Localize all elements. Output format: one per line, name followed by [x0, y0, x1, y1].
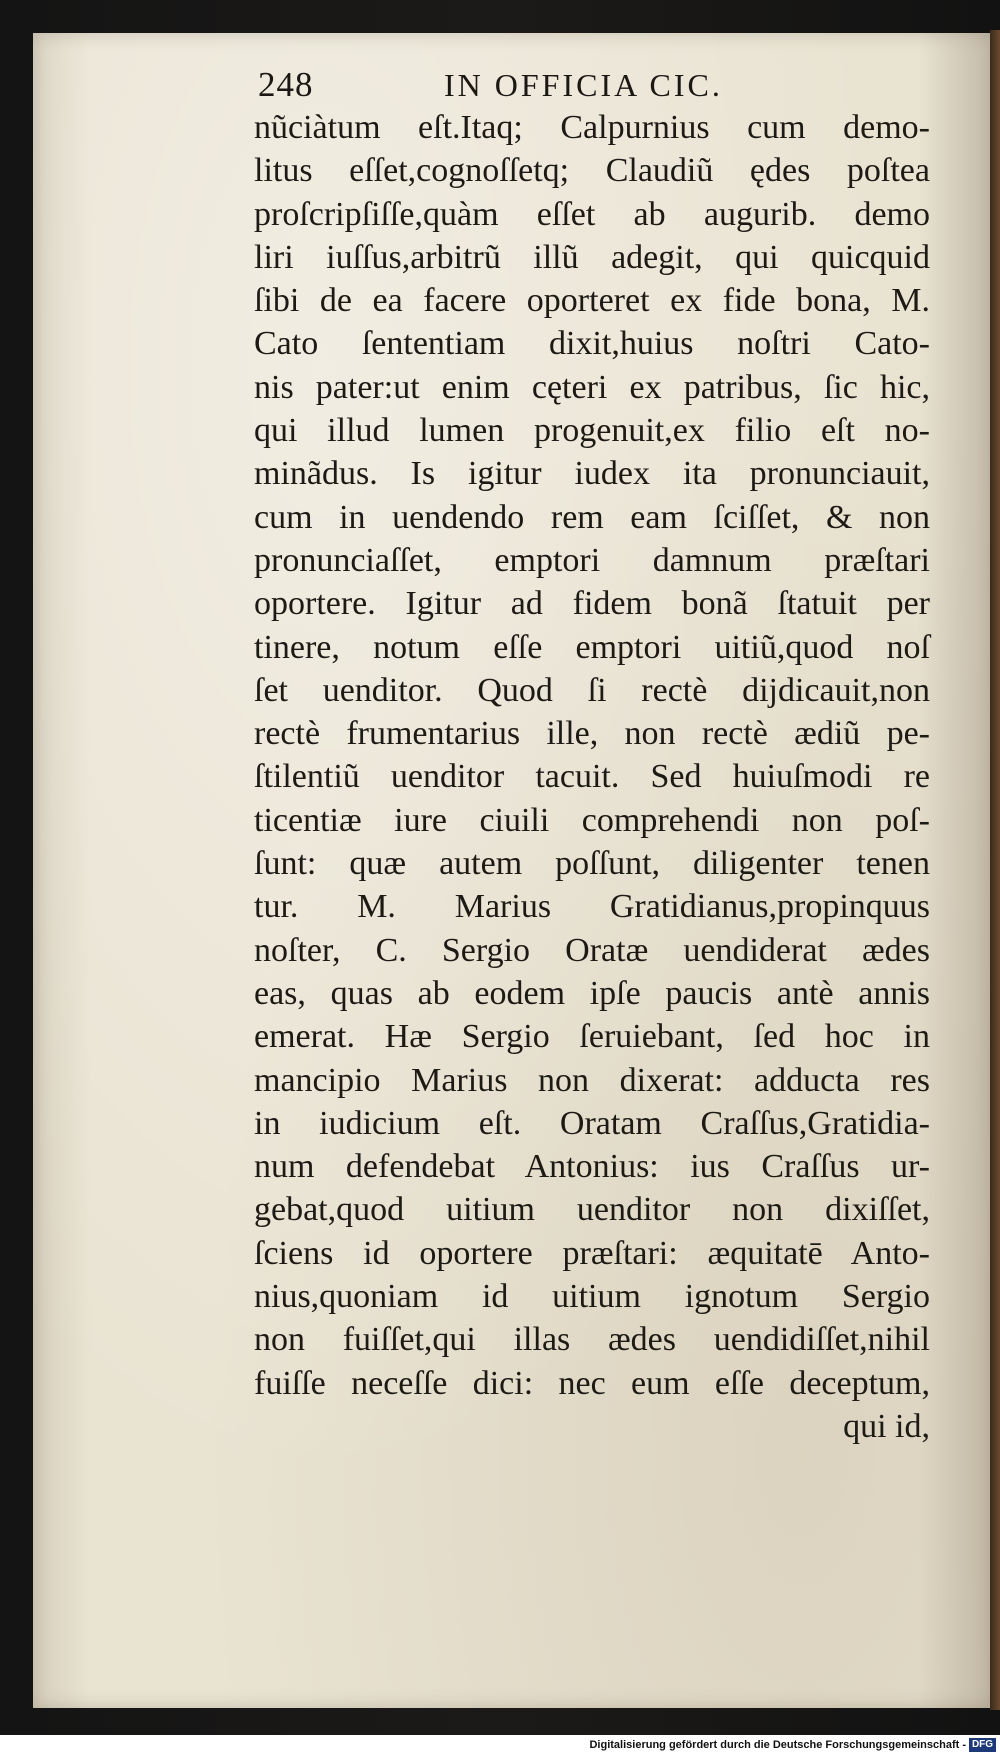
text-line: Cato ſententiam dixit,huius noſtri Cato-	[254, 325, 930, 363]
text-line: oportere. Igitur ad fidem bonã ſtatuit per	[254, 585, 930, 623]
text-line: cum in uendendo rem eam ſciſſet, & non	[254, 498, 930, 536]
text-line: fuiſſe neceſſe dici: nec eum eſſe deceptum,	[254, 1364, 930, 1402]
text-line: minãdus. Is igitur iudex ita pronunciauit,	[254, 455, 930, 493]
text-line: ticentiæ iure ciuili comprehendi non poſ-	[254, 801, 930, 839]
text-line: mancipio Marius non dixerat: adducta res	[254, 1061, 930, 1099]
text-line: rectè frumentarius ille, non rectè ædiũ pe-	[254, 715, 930, 753]
running-head-title: IN OFFICIA CIC.	[444, 67, 723, 103]
text-line: ſibi de ea facere oporteret ex fide bona, M.	[254, 282, 930, 320]
text-line: tur. M. Marius Gratidianus,propinquus	[254, 888, 930, 926]
text-line: num defendebat Antonius: ius Craſſus ur-	[254, 1148, 930, 1186]
digitization-footer	[0, 1735, 1000, 1755]
text-line: in iudicium eſt. Oratam Craſſus,Gratidia-	[254, 1104, 930, 1142]
text-line: eas, quas ab eodem ipſe paucis antè annis	[254, 974, 930, 1012]
text-line: non fuiſſet,qui illas ædes uendidiſſet,nihil	[254, 1321, 930, 1359]
page-number: 248	[258, 65, 314, 104]
dfg-logo: DFG	[969, 1738, 996, 1752]
catchword: qui id,	[843, 1407, 930, 1445]
text-line: ſtilentiũ uenditor tacuit. Sed huiuſmodi re	[254, 758, 930, 796]
text-line: liri iuſſus,arbitrũ illũ adegit, qui quicquid	[254, 238, 930, 276]
text-line: nius,quoniam id uitium ignotum Sergio	[254, 1278, 930, 1316]
text-line: nũciàtum eſt.Itaq; Calpurnius cum demo-	[254, 109, 930, 146]
text-line: gebat,quod uitium uenditor non dixiſſet,	[254, 1191, 930, 1229]
text-line: noſter, C. Sergio Oratæ uendiderat ædes	[254, 931, 930, 969]
body-text	[254, 106, 930, 1448]
text-line: ſunt: quæ autem poſſunt, diligenter tenen	[254, 845, 930, 883]
page-edge	[990, 30, 1000, 1710]
running-head	[258, 60, 818, 110]
text-line: qui illud lumen progenuit,ex filio eſt no-	[254, 412, 930, 450]
text-line: tinere, notum eſſe emptori uitiũ,quod noſ	[254, 628, 930, 666]
text-line: ſet uenditor. Quod ſi rectè dijdicauit,non	[254, 671, 930, 709]
text-line: ſciens id oportere præſtari: æquitatē Anto-	[254, 1234, 930, 1272]
text-line: litus eſſet,cognoſſetq; Claudiũ ędes poſtea	[254, 152, 930, 190]
text-line: emerat. Hæ Sergio ſeruiebant, ſed hoc in	[254, 1018, 930, 1056]
footer-credit: Digitalisierung gefördert durch die Deutsche Forschungsgemeinschaft -	[589, 1739, 966, 1751]
text-line: pronunciaſſet, emptori damnum præſtari	[254, 541, 930, 579]
text-line: proſcripſiſſe,quàm eſſet ab augurib. demo	[254, 195, 930, 233]
text-line: nis pater:ut enim cęteri ex patribus, ſic hic,	[254, 368, 930, 406]
